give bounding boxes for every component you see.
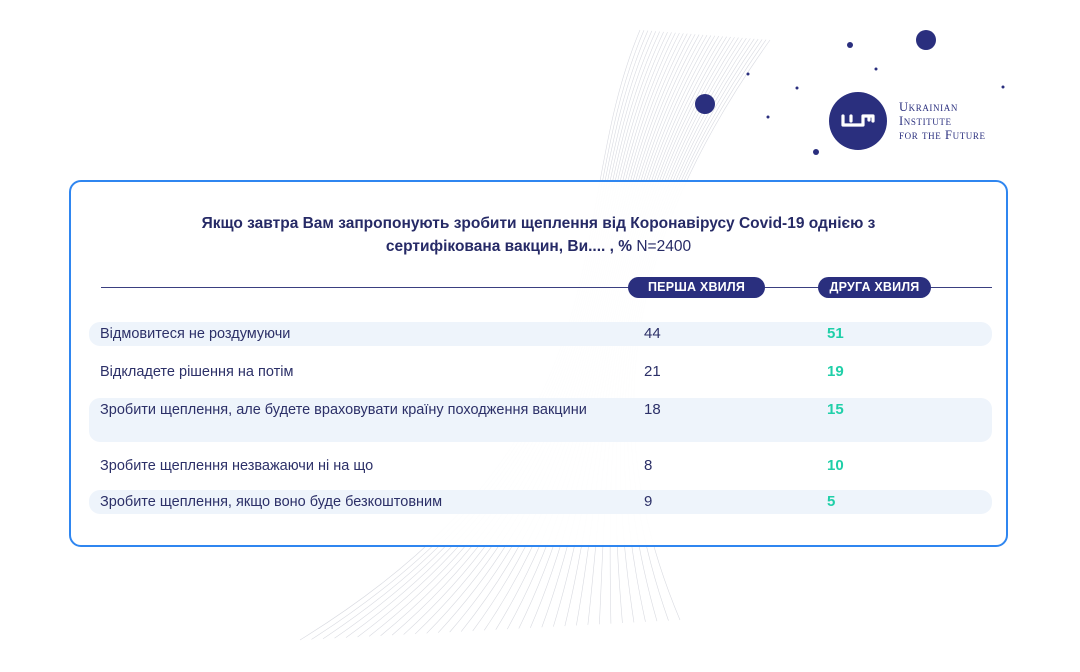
brand-name-line: Institute: [899, 114, 952, 128]
table-row: [89, 322, 992, 346]
row-label: Зробите щеплення незважаючи ні на що: [100, 458, 374, 474]
row-label: Відкладете рішення на потім: [100, 364, 294, 380]
first-wave-value: 8: [644, 457, 653, 474]
column-header-second-wave: ДРУГА ХВИЛЯ: [818, 277, 931, 298]
second-wave-value: 15: [827, 401, 844, 418]
decor-dot: [796, 87, 799, 90]
first-wave-value: 18: [644, 401, 661, 418]
chart-title: [71, 212, 1006, 258]
decor-dot: [695, 94, 715, 114]
title-line-1: Якщо завтра Вам запропонують зробити щеплення від Коронавірусу Covid-19 однією з: [201, 215, 876, 232]
table-row: [89, 454, 992, 478]
brand-logo: [829, 92, 986, 150]
decor-dot: [916, 30, 936, 50]
brand-name-line: for the Future: [899, 128, 986, 142]
sample-size: N=2400: [636, 238, 692, 255]
table-row: [89, 398, 992, 442]
brand-name: [899, 100, 986, 142]
column-header-first-wave: ПЕРША ХВИЛЯ: [628, 277, 765, 298]
second-wave-value: 10: [827, 457, 844, 474]
brand-name-line: Ukrainian: [899, 100, 958, 114]
survey-table-card: [69, 180, 1008, 547]
first-wave-value: 9: [644, 493, 653, 510]
decor-dot: [767, 116, 770, 119]
key-logo-icon: [829, 92, 887, 150]
table-row: [89, 490, 992, 514]
decor-dot: [847, 42, 853, 48]
table-row: [89, 360, 992, 384]
row-label: Зробити щеплення, але будете враховувати країну походження вакцини: [100, 402, 587, 418]
second-wave-value: 19: [827, 363, 844, 380]
title-line-2: сертифікована вакцин, Ви.... , %: [385, 238, 633, 255]
row-label: Зробите щеплення, якщо воно буде безкоштовним: [100, 494, 443, 510]
decor-dot: [813, 149, 819, 155]
second-wave-value: 51: [827, 325, 844, 342]
decor-dot: [1002, 86, 1005, 89]
second-wave-value: 5: [827, 493, 836, 510]
decor-dot: [875, 68, 878, 71]
row-label: Відмовитеся не роздумуючи: [100, 326, 291, 342]
first-wave-value: 21: [644, 363, 661, 380]
decor-dot: [747, 73, 750, 76]
first-wave-value: 44: [644, 325, 661, 342]
